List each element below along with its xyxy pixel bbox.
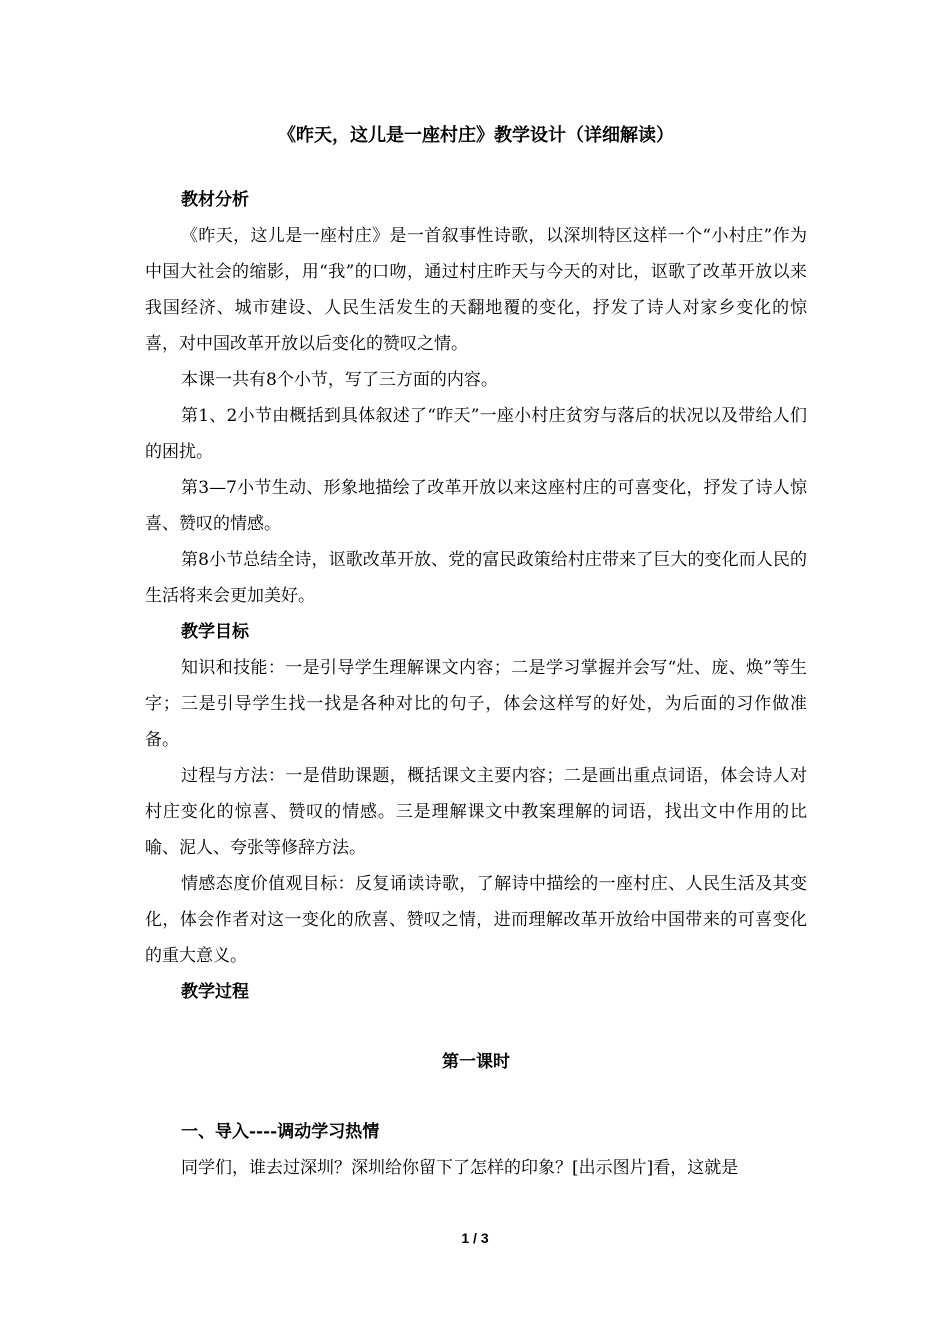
page-number: 1 / 3 (461, 1230, 489, 1246)
analysis-paragraph: 《昨天，这儿是一座村庄》是一首叙事性诗歌，以深圳特区这样一个“小村庄”作为中国大社会的缩影，用“我”的口吻，通过村庄昨天与今天的对比，讴歌了改革开放以来我国经济、城市建设、人民生活发生的天翻地覆的变化，抒发了诗人对家乡变化的惊喜，对中国改革开放以后变化的赞叹之情。 (145, 226, 807, 354)
document-body (145, 118, 807, 1186)
intro-paragraph: 同学们，谁去过深圳？深圳给你留下了怎样的印象？[出示图片]看，这就是 (181, 1158, 739, 1178)
analysis-paragraph: 第3—7小节生动、形象地描绘了改革开放以来这座村庄的可喜变化，抒发了诗人惊喜、赞叹的情感。 (145, 478, 807, 534)
analysis-paragraph: 第1、2小节由概括到具体叙述了“昨天”一座小村庄贫穷与落后的状况以及带给人们的困扰。 (145, 406, 807, 462)
goals-paragraph: 情感态度价值观目标：反复诵读诗歌，了解诗中描绘的一座村庄、人民生活及其变化，体会作者对这一变化的欣喜、赞叹之情，进而理解改革开放给中国带来的可喜变化的重大意义。 (145, 874, 807, 966)
heading-analysis: 教材分析 (181, 190, 249, 210)
analysis-paragraph: 本课一共有8个小节，写了三方面的内容。 (181, 370, 498, 390)
heading-intro: 一、导入----调动学习热情 (181, 1122, 380, 1142)
goals-paragraph: 知识和技能：一是引导学生理解课文内容；二是学习掌握并会写“灶、庞、焕”等生字；三是引导学生找一找是各种对比的句子，体会这样写的好处，为后面的习作做准备。 (145, 658, 807, 750)
heading-process: 教学过程 (181, 982, 249, 1002)
heading-lesson-one: 第一课时 (442, 1052, 510, 1072)
goals-paragraph: 过程与方法：一是借助课题，概括课文主要内容；二是画出重点词语，体会诗人对村庄变化的惊喜、赞叹的情感。三是理解课文中教案理解的词语，找出文中作用的比喻、泥人、夸张等修辞方法。 (145, 766, 807, 858)
document-title: 《昨天，这儿是一座村庄》教学设计（详细解读） (278, 125, 674, 146)
analysis-paragraph: 第8小节总结全诗，讴歌改革开放、党的富民政策给村庄带来了巨大的变化而人民的生活将来会更加美好。 (145, 550, 807, 606)
heading-goals: 教学目标 (181, 622, 249, 642)
